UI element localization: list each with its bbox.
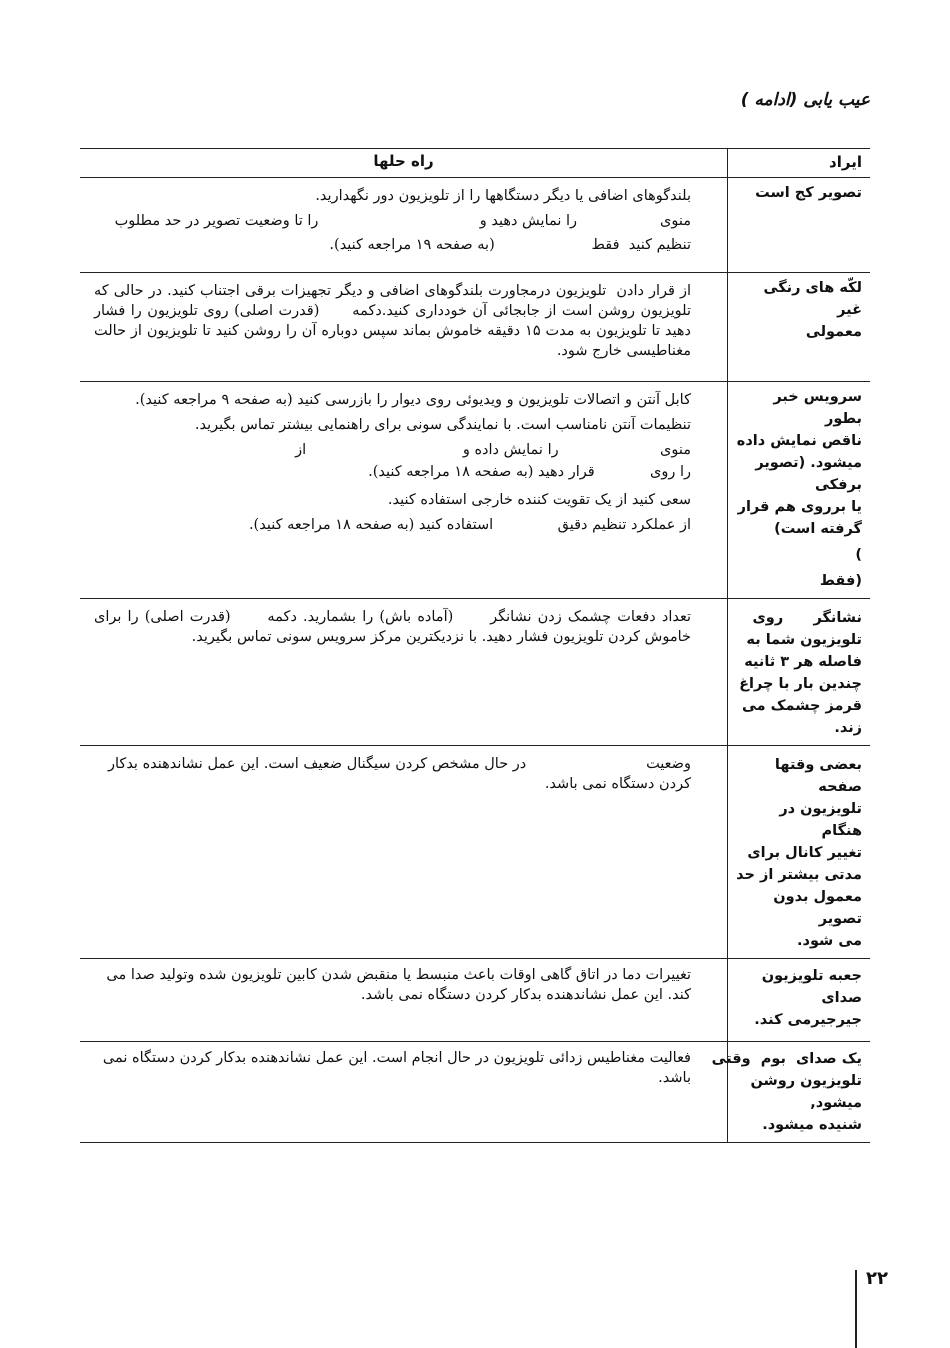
solution-text: از قرار دادن تلویزیون درمجاورت بلندگوهای اضافی و دیگر تجهیزات برقی اجتناب کنید. در حالی که تلویزیون روشن است از جابجائی آن خودداری کنید.دکمه (قدرت اصلی) روی تلویزیون را فشار دهید تا تلویزیون به مدت ۱۵ دقیقه خاموش بماند سپس دوباره آن را روشن کنید تا تلویزیون از حالت مغناطیسی خارج شود. <box>89 283 691 359</box>
solution-cell <box>80 382 728 598</box>
issue-cell <box>728 599 870 745</box>
section-title: عیب یابی (ادامه ) <box>740 90 870 110</box>
issue-text: یک صدای بوم وقتی <box>711 1051 862 1067</box>
issue-text: جعبه تلویزیون صدای <box>761 968 862 1006</box>
issue-cell <box>728 382 870 598</box>
issue-cell <box>728 746 870 958</box>
issue-text: نشانگر روی <box>752 610 862 626</box>
solution-cell <box>80 178 728 272</box>
solution-text: منوی را نمایش دهید و را تا وضعیت تصویر در حد مطلوب <box>114 213 691 229</box>
solution-text: سعی کنید از یک تقویت کننده خارجی استفاده کنید. <box>387 492 691 508</box>
solution-text: کابل آنتن و اتصالات تلویزیون و ویدیوئی روی دیوار را بازرسی کنید (به صفحه ۹ مراجعه کنید). <box>135 392 691 408</box>
solution-text: تغییرات دما در اتاق گاهی اوقات باعث منبسط یا منقبض شدن کابین تلویزیون شده وتولید صدا می کند. این عمل نشاندهنده بدکار کردن دستگاه نمی باشد. <box>106 967 691 1003</box>
table-row <box>80 746 870 959</box>
table-row <box>80 959 870 1042</box>
issue-text: معمولی <box>805 324 862 340</box>
issue-text: تلویزیون در هنگام <box>779 801 862 839</box>
issue-text: یا برروی هم قرار <box>737 499 862 515</box>
issue-text: چندین بار با چراغ <box>739 676 862 692</box>
solution-cell <box>80 273 728 381</box>
issue-text: شنیده میشود. <box>762 1117 862 1133</box>
issue-cell <box>711 1042 870 1142</box>
issue-text: مدتی بیشتر از حد <box>736 867 862 883</box>
table-row <box>80 382 870 599</box>
solution-text: تنظیم کنید فقط (به صفحه ۱۹ مراجعه کنید). <box>329 237 691 253</box>
solution-text: وضعیت در حال مشخص کردن سیگنال ضعیف است. این عمل نشاندهنده بدکار کردن دستگاه نمی باشد. <box>103 756 691 792</box>
solution-cell <box>80 599 728 745</box>
issue-cell <box>728 273 870 381</box>
issue-text: لکّه های رنگی غیر <box>763 280 862 318</box>
solution-text: بلندگوهای اضافی یا دیگر دستگاهها را از تلویزیون دور نگهدارید. <box>315 188 691 204</box>
issue-text: جیرجیرمی کند. <box>754 1012 862 1028</box>
solution-cell <box>80 959 728 1041</box>
issue-text: ) <box>855 547 862 563</box>
issue-text: تلویزیون شما به <box>746 632 862 648</box>
page-number: ۲۲ <box>866 1268 888 1289</box>
solution-text: از عملکرد تنظیم دقیق استفاده کنید (به صفحه ۱۸ مراجعه کنید). <box>248 517 691 533</box>
table-header-row <box>80 149 870 178</box>
issue-cell <box>728 959 870 1041</box>
issue-text: معمول بدون تصویر <box>773 889 862 927</box>
solution-cell <box>80 1042 728 1142</box>
issue-text: می شود. <box>797 933 862 949</box>
solution-text: را روی قرار دهید (به صفحه ۱۸ مراجعه کنید). <box>368 464 691 480</box>
table-row <box>80 1042 870 1143</box>
solution-text: فعالیت مغناطیس زدائی تلویزیون در حال انجام است. این عمل نشاندهنده بدکار کردن دستگاه نمی باشد. <box>102 1050 691 1086</box>
issue-cell <box>728 178 870 272</box>
issue-text: بعضی وقتها صفحه <box>774 757 862 795</box>
issue-text: سرویس خبر بطور <box>773 389 862 427</box>
issue-text: قرمز چشمک می زند. <box>741 698 862 736</box>
solution-text: منوی را نمایش داده و از <box>295 442 691 458</box>
issue-text: ناقص نمایش داده <box>736 433 862 449</box>
table-row <box>80 273 870 382</box>
issue-text: میشود. (تصویر برفکی <box>755 455 862 493</box>
issue-text: تصویر کج است <box>755 185 862 201</box>
table-row <box>80 599 870 746</box>
issue-text: فاصله هر ۳ ثانیه <box>744 654 862 670</box>
issue-text: (فقط <box>819 573 862 589</box>
column-header-issue: ایراد <box>829 153 862 171</box>
column-header-solution: راه حلها <box>80 149 728 177</box>
troubleshooting-table <box>80 148 870 1143</box>
solution-cell <box>80 746 728 958</box>
issue-text: تلویزیون روشن میشود, <box>750 1073 862 1111</box>
table-row <box>80 178 870 273</box>
solution-text: تعداد دفعات چشمک زدن نشانگر (آماده باش) را بشمارید. دکمه (قدرت اصلی) را برای خاموش کردن تلویزیون فشار دهید. با نزدیکترین مرکز سرویس سونی تماس بگیرید. <box>89 609 691 645</box>
solution-text: تنظیمات آنتن نامناسب است. با نمایندگی سونی برای راهنمایی بیشتر تماس بگیرید. <box>194 417 691 433</box>
issue-text: تغییر کانال برای <box>747 845 862 861</box>
page-number-divider <box>855 1270 857 1348</box>
issue-text: گرفته است) <box>774 521 862 537</box>
